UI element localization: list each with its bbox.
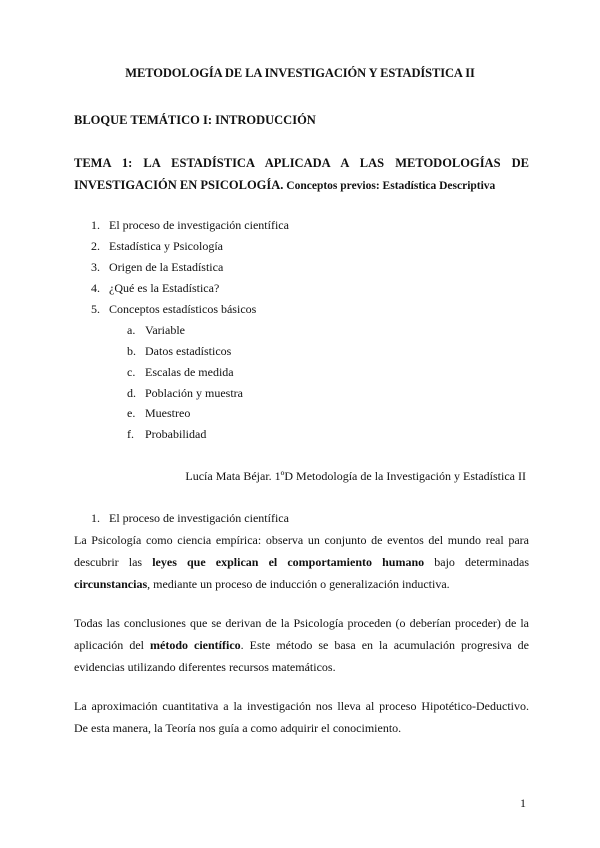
topic-heading-subtitle: Conceptos previos: Estadística Descriptiva xyxy=(283,180,496,192)
sublist-item xyxy=(127,344,136,359)
sublist-item xyxy=(127,323,135,338)
sublist-item xyxy=(145,406,190,421)
list-item-text: El proceso de investigación científica xyxy=(109,218,289,232)
sublist-item-text: Datos estadísticos xyxy=(145,344,232,358)
section-number: 1. xyxy=(91,511,100,525)
sublist-item xyxy=(145,344,231,359)
emphasis-method: método científico xyxy=(150,638,241,652)
document-title: METODOLOGÍA DE LA INVESTIGACIÓN Y ESTADÍSTICA II xyxy=(125,66,475,80)
sublist-item xyxy=(127,365,135,380)
sublist-item-letter: d. xyxy=(127,386,136,400)
text-run: , mediante un proceso de inducción o generalización inductiva. xyxy=(147,577,450,591)
sublist-item-letter: f. xyxy=(127,427,134,441)
list-item xyxy=(91,239,100,254)
sublist-item-text: Muestreo xyxy=(145,406,191,420)
list-item xyxy=(109,302,256,317)
sublist-item-text: Población y muestra xyxy=(145,386,243,400)
topic-heading xyxy=(74,152,529,197)
sublist-item-letter: e. xyxy=(127,406,136,420)
block-heading: BLOQUE TEMÁTICO I: INTRODUCCIÓN xyxy=(74,113,316,127)
list-item-text: Estadística y Psicología xyxy=(109,239,223,253)
list-item xyxy=(91,281,100,296)
author-attribution: Lucía Mata Béjar. 1ºD Metodología de la Investigación y Estadística II xyxy=(185,469,526,483)
list-item xyxy=(109,239,223,254)
paragraph-line xyxy=(74,634,529,656)
list-item-number: 1. xyxy=(91,218,100,232)
emphasis-circumstances: circunstancias xyxy=(74,577,148,591)
section-heading-text: El proceso de investigación científica xyxy=(109,511,289,525)
paragraph-line: La Psicología como ciencia empírica: observa un conjunto de eventos del mundo real para xyxy=(74,533,529,547)
topic-heading-line1: TEMA 1: LA ESTADÍSTICA APLICADA A LAS METODOLOGÍAS DE xyxy=(74,156,529,170)
text-run: bajo determinadas xyxy=(424,555,529,569)
sublist-item xyxy=(145,386,243,401)
list-item xyxy=(109,281,219,296)
sublist-item xyxy=(127,386,136,401)
section-heading xyxy=(91,511,100,526)
list-item-text: ¿Qué es la Estadística? xyxy=(109,281,220,295)
paragraph-3 xyxy=(74,695,529,739)
list-item-number: 2. xyxy=(91,239,100,253)
paragraph-line: La aproximación cuantitativa a la investigación nos lleva al proceso Hipotético-Deductivo. xyxy=(74,699,529,713)
list-item xyxy=(91,302,100,317)
sublist-item xyxy=(127,406,135,421)
sublist-item-letter: c. xyxy=(127,365,136,379)
sublist-item-letter: b. xyxy=(127,344,136,358)
list-item-text: Origen de la Estadística xyxy=(109,260,224,274)
text-run: descubrir las xyxy=(74,555,153,569)
sublist-item xyxy=(127,427,134,442)
text-run: . Este método se basa en la acumulación progresiva de xyxy=(240,638,530,652)
text-run: aplicación del xyxy=(74,638,150,652)
paragraph-line xyxy=(74,573,529,595)
paragraph-1 xyxy=(74,529,529,595)
sublist-item-text: Escalas de medida xyxy=(145,365,234,379)
list-item-text: Conceptos estadísticos básicos xyxy=(109,302,257,316)
list-item-number: 3. xyxy=(91,260,100,274)
list-item-number: 4. xyxy=(91,281,100,295)
sublist-item-letter: a. xyxy=(127,323,136,337)
sublist-item xyxy=(145,365,234,380)
list-item xyxy=(91,218,100,233)
paragraph-line: De esta manera, la Teoría nos guía a como adquirir el conocimiento. xyxy=(74,721,402,735)
paragraph-line: evidencias utilizando diferentes recursos matemáticos. xyxy=(74,660,336,674)
page-number: 1 xyxy=(520,796,526,810)
list-item-number: 5. xyxy=(91,302,100,316)
paragraph-line: Todas las conclusiones que se derivan de la Psicología proceden (o deberían proceder) de la xyxy=(74,616,529,630)
topic-heading-line2 xyxy=(74,174,529,197)
list-item xyxy=(91,260,100,275)
sublist-item xyxy=(145,323,185,338)
emphasis-laws: leyes que explican el comportamiento humano xyxy=(152,555,425,569)
topic-heading-bold: INVESTIGACIÓN EN PSICOLOGÍA. xyxy=(74,178,284,192)
list-item xyxy=(109,260,223,275)
sublist-item xyxy=(145,427,206,442)
paragraph-2 xyxy=(74,612,529,678)
sublist-item-text: Variable xyxy=(145,323,185,337)
list-item xyxy=(109,218,289,233)
sublist-item-text: Probabilidad xyxy=(145,427,207,441)
paragraph-line xyxy=(74,551,529,573)
